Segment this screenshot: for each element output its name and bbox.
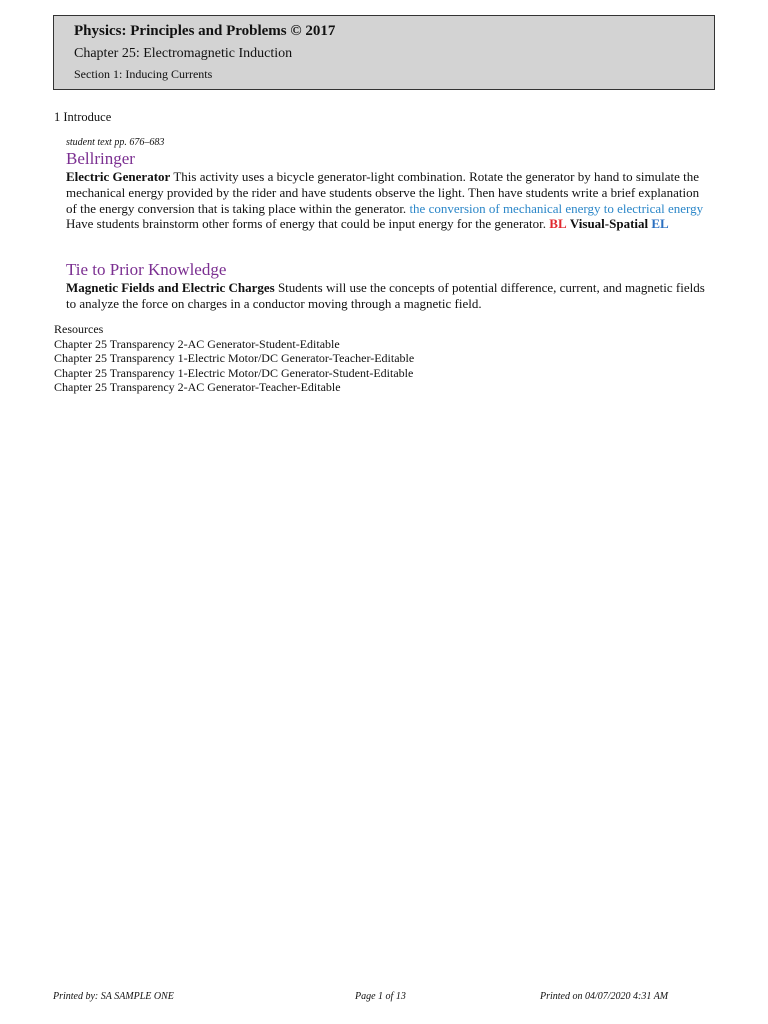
resource-item[interactable]: Chapter 25 Transparency 2-AC Generator-Teacher-Editable [54, 380, 341, 395]
footer-printed-by: Printed by: SA SAMPLE ONE [53, 991, 174, 1002]
resource-item[interactable]: Chapter 25 Transparency 1-Electric Motor/DC Generator-Student-Editable [54, 365, 414, 380]
resource-item[interactable]: Chapter 25 Transparency 1-Electric Motor/DC Generator-Teacher-Editable [54, 351, 415, 366]
footer-printed-on: Printed on 04/07/2020 4:31 AM [540, 991, 669, 1002]
student-text-reference: student text pp. 676–683 [66, 137, 165, 148]
bl-tag: BL [549, 216, 567, 232]
prior-knowledge-paragraph [66, 280, 706, 312]
resources-label: Resources [54, 322, 104, 336]
bellringer-text-after: Have students brainstorm other forms of energy that could be input energy for the generator. [66, 216, 550, 232]
bellringer-text-before: This activity uses a bicycle generator-light combination. Rotate the generator by hand to simulate the mechanical energy provided by the rider and have students observe the light. Then have students write a brief explanation of the energy conversion that is taking place within the generator. [66, 169, 700, 216]
prior-knowledge-text: Students will use the concepts of potential difference, current, and magnetic fields to analyze the force on charges in a conductor moving through a magnetic field. [66, 280, 705, 311]
section-title: Section 1: Inducing Currents [74, 67, 213, 81]
bellringer-answer-link[interactable]: the conversion of mechanical energy to electrical energy [409, 200, 704, 216]
footer-page-number: Page 1 of 13 [355, 991, 406, 1002]
document-header [53, 15, 715, 90]
bellringer-heading: Bellringer [66, 149, 135, 168]
prior-knowledge-lead: Magnetic Fields and Electric Charges [66, 280, 275, 295]
visual-spatial-tag: Visual-Spatial [569, 216, 649, 232]
chapter-title: Chapter 25: Electromagnetic Induction [74, 46, 293, 61]
book-title: Physics: Principles and Problems © 2017 [74, 23, 336, 39]
resource-item[interactable]: Chapter 25 Transparency 2-AC Generator-Student-Editable [54, 336, 340, 351]
bellringer-paragraph [66, 169, 706, 232]
resources-list [54, 322, 414, 395]
step-label: 1 Introduce [54, 110, 112, 124]
bellringer-lead: Electric Generator [66, 169, 171, 184]
el-tag: EL [651, 216, 669, 232]
prior-knowledge-heading: Tie to Prior Knowledge [66, 260, 227, 279]
